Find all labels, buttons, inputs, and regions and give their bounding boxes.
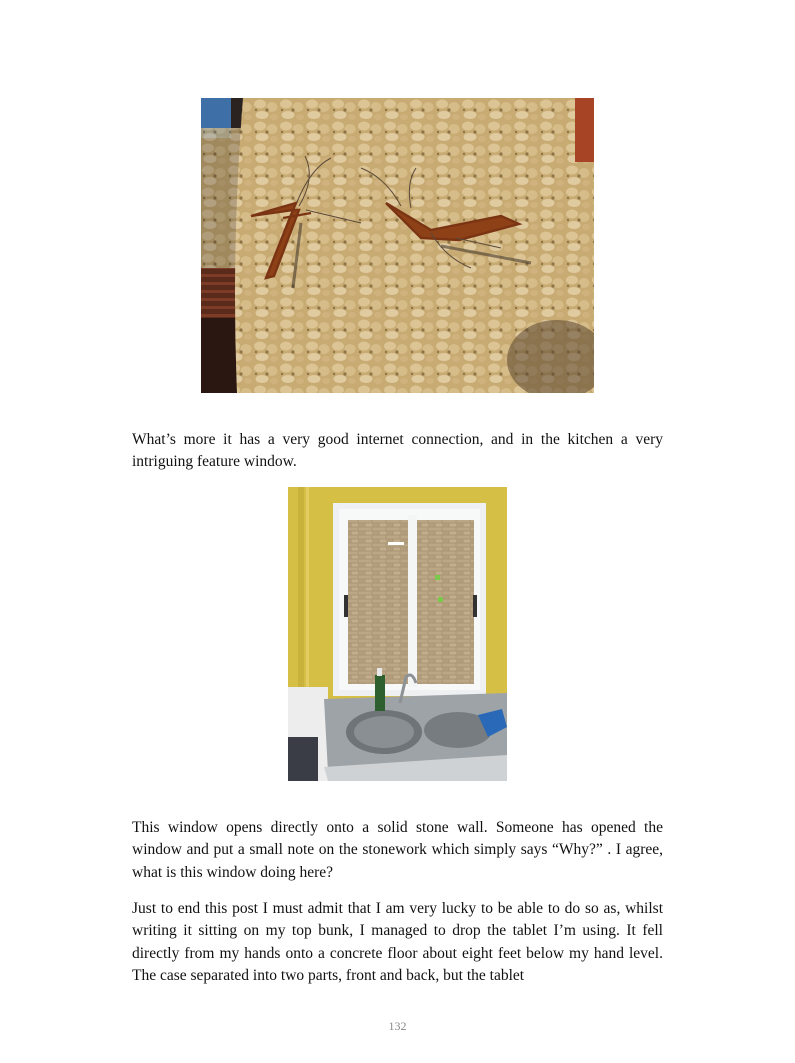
stone-wall-photo-graphic [201,98,594,393]
paragraph-internet-window: What’s more it has a very good internet connection, and in the kitchen a very intriguing feature window. [132,431,663,471]
stone-wall-sculpture-photo [201,98,594,393]
paragraph-tablet-drop: Just to end this post I must admit that I am very lucky to be able to do so as, whilst writing it sitting on my top bunk, I managed to drop the tablet I’m using. It fell directly from my hands onto a concrete floor about eight feet below my hand level. The case separated into two parts, front and back, but the tablet [132,900,663,984]
paragraph-window-stone-wall: This window opens directly onto a solid stone wall. Someone has opened the window and put a small note on the stonework which simply says “Why?” . I agree, what is this window doing here? [132,819,663,881]
kitchen-window-photo-graphic [288,487,507,781]
kitchen-window-photo [288,487,507,781]
page-number: 132 [388,1019,407,1033]
